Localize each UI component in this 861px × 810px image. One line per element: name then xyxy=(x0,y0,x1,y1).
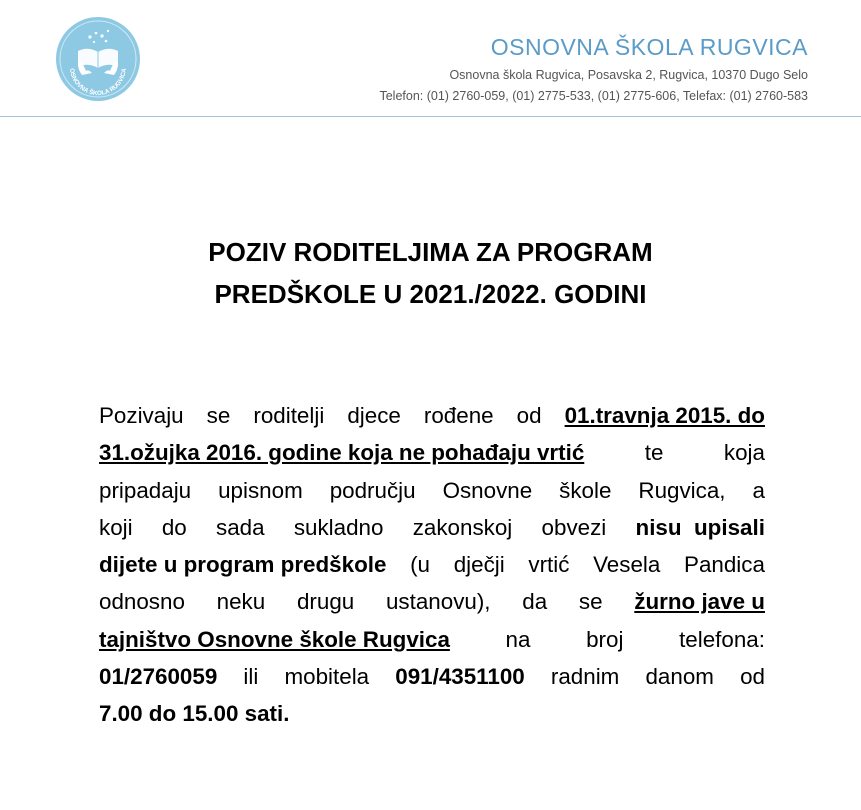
word: djece xyxy=(347,403,401,428)
paragraph-line xyxy=(99,472,765,509)
word: radnim xyxy=(550,664,620,690)
document-title xyxy=(0,231,861,315)
word: od xyxy=(516,403,542,428)
school-address: Osnovna škola Rugvica, Posavska 2, Rugvica, 10370 Dugo Selo xyxy=(449,68,808,82)
school-phones: Telefon: (01) 2760-059, (01) 2775-533, (01) 2775-606, Telefax: (01) 2760-583 xyxy=(379,89,808,103)
word: broj xyxy=(586,626,624,652)
word: ustanovu), xyxy=(385,589,491,615)
word: koja xyxy=(723,440,765,466)
school-office-emphasis: tajništvo Osnovne škole Rugvica xyxy=(99,626,450,652)
word: vrtić xyxy=(528,552,570,578)
paragraph-line xyxy=(99,658,765,695)
word: Pozivaju xyxy=(99,403,184,428)
not-enrolled-emphasis: nisu upisali xyxy=(635,514,765,540)
letterhead xyxy=(0,0,861,118)
word: obvezi xyxy=(541,514,607,540)
word: od xyxy=(740,664,765,690)
word: (u xyxy=(410,552,431,578)
program-emphasis: dijete u program predškole xyxy=(99,552,387,578)
word: a xyxy=(752,477,765,503)
word: drugu xyxy=(296,589,355,615)
phone-number: 01/2760059 xyxy=(99,664,218,690)
invitation-paragraph xyxy=(99,397,765,733)
word: upisnom xyxy=(218,477,303,503)
word: mobitela xyxy=(284,664,370,690)
word: zakonskoj xyxy=(412,514,513,540)
word: Vesela xyxy=(593,552,661,578)
header-divider xyxy=(0,116,861,117)
paragraph-line xyxy=(99,695,765,732)
word: roditelji xyxy=(253,403,325,428)
word: neku xyxy=(216,589,266,615)
word: Pandica xyxy=(684,552,765,578)
birth-date-range-end: 31.ožujka 2016. godine koja ne pohađaju vrtić xyxy=(99,440,585,466)
school-name: OSNOVNA ŠKOLA RUGVICA xyxy=(490,34,808,60)
word: se xyxy=(206,403,231,428)
paragraph-line xyxy=(99,397,765,434)
word: ili xyxy=(243,664,259,690)
paragraph-line xyxy=(99,621,765,658)
word: području xyxy=(329,477,416,503)
word: dječji xyxy=(453,552,505,578)
paragraph-line xyxy=(99,546,765,583)
word: danom xyxy=(645,664,714,690)
title-line-2: PREDŠKOLE U 2021./2022. GODINI xyxy=(214,279,647,309)
word: koji xyxy=(99,514,133,540)
birth-date-range-start: 01.travnja 2015. do xyxy=(564,403,765,428)
word: do xyxy=(161,514,187,540)
word: da xyxy=(522,589,548,615)
word: pripadaju xyxy=(99,477,192,503)
word: Rugvica, xyxy=(638,477,726,503)
office-hours: 7.00 do 15.00 sati. xyxy=(99,701,290,727)
word: odnosno xyxy=(99,589,185,615)
word: na xyxy=(505,626,531,652)
word: sada xyxy=(216,514,265,540)
urgent-contact-emphasis: žurno jave u xyxy=(634,589,765,615)
title-line-1: POZIV RODITELJIMA ZA PROGRAM xyxy=(208,237,653,267)
word: sukladno xyxy=(293,514,384,540)
word: Osnovne xyxy=(442,477,533,503)
word: telefona: xyxy=(679,626,765,652)
logo-text: OSNOVNA ŠKOLA RUGVICA xyxy=(67,67,129,98)
word: škole xyxy=(559,477,612,503)
word: te xyxy=(644,440,664,466)
word: se xyxy=(578,589,603,615)
mobile-number: 091/4351100 xyxy=(395,664,525,690)
word: rođene xyxy=(423,403,494,428)
paragraph-line xyxy=(99,583,765,620)
school-logo xyxy=(56,17,140,101)
paragraph-line xyxy=(99,509,765,546)
paragraph-line xyxy=(99,434,765,471)
